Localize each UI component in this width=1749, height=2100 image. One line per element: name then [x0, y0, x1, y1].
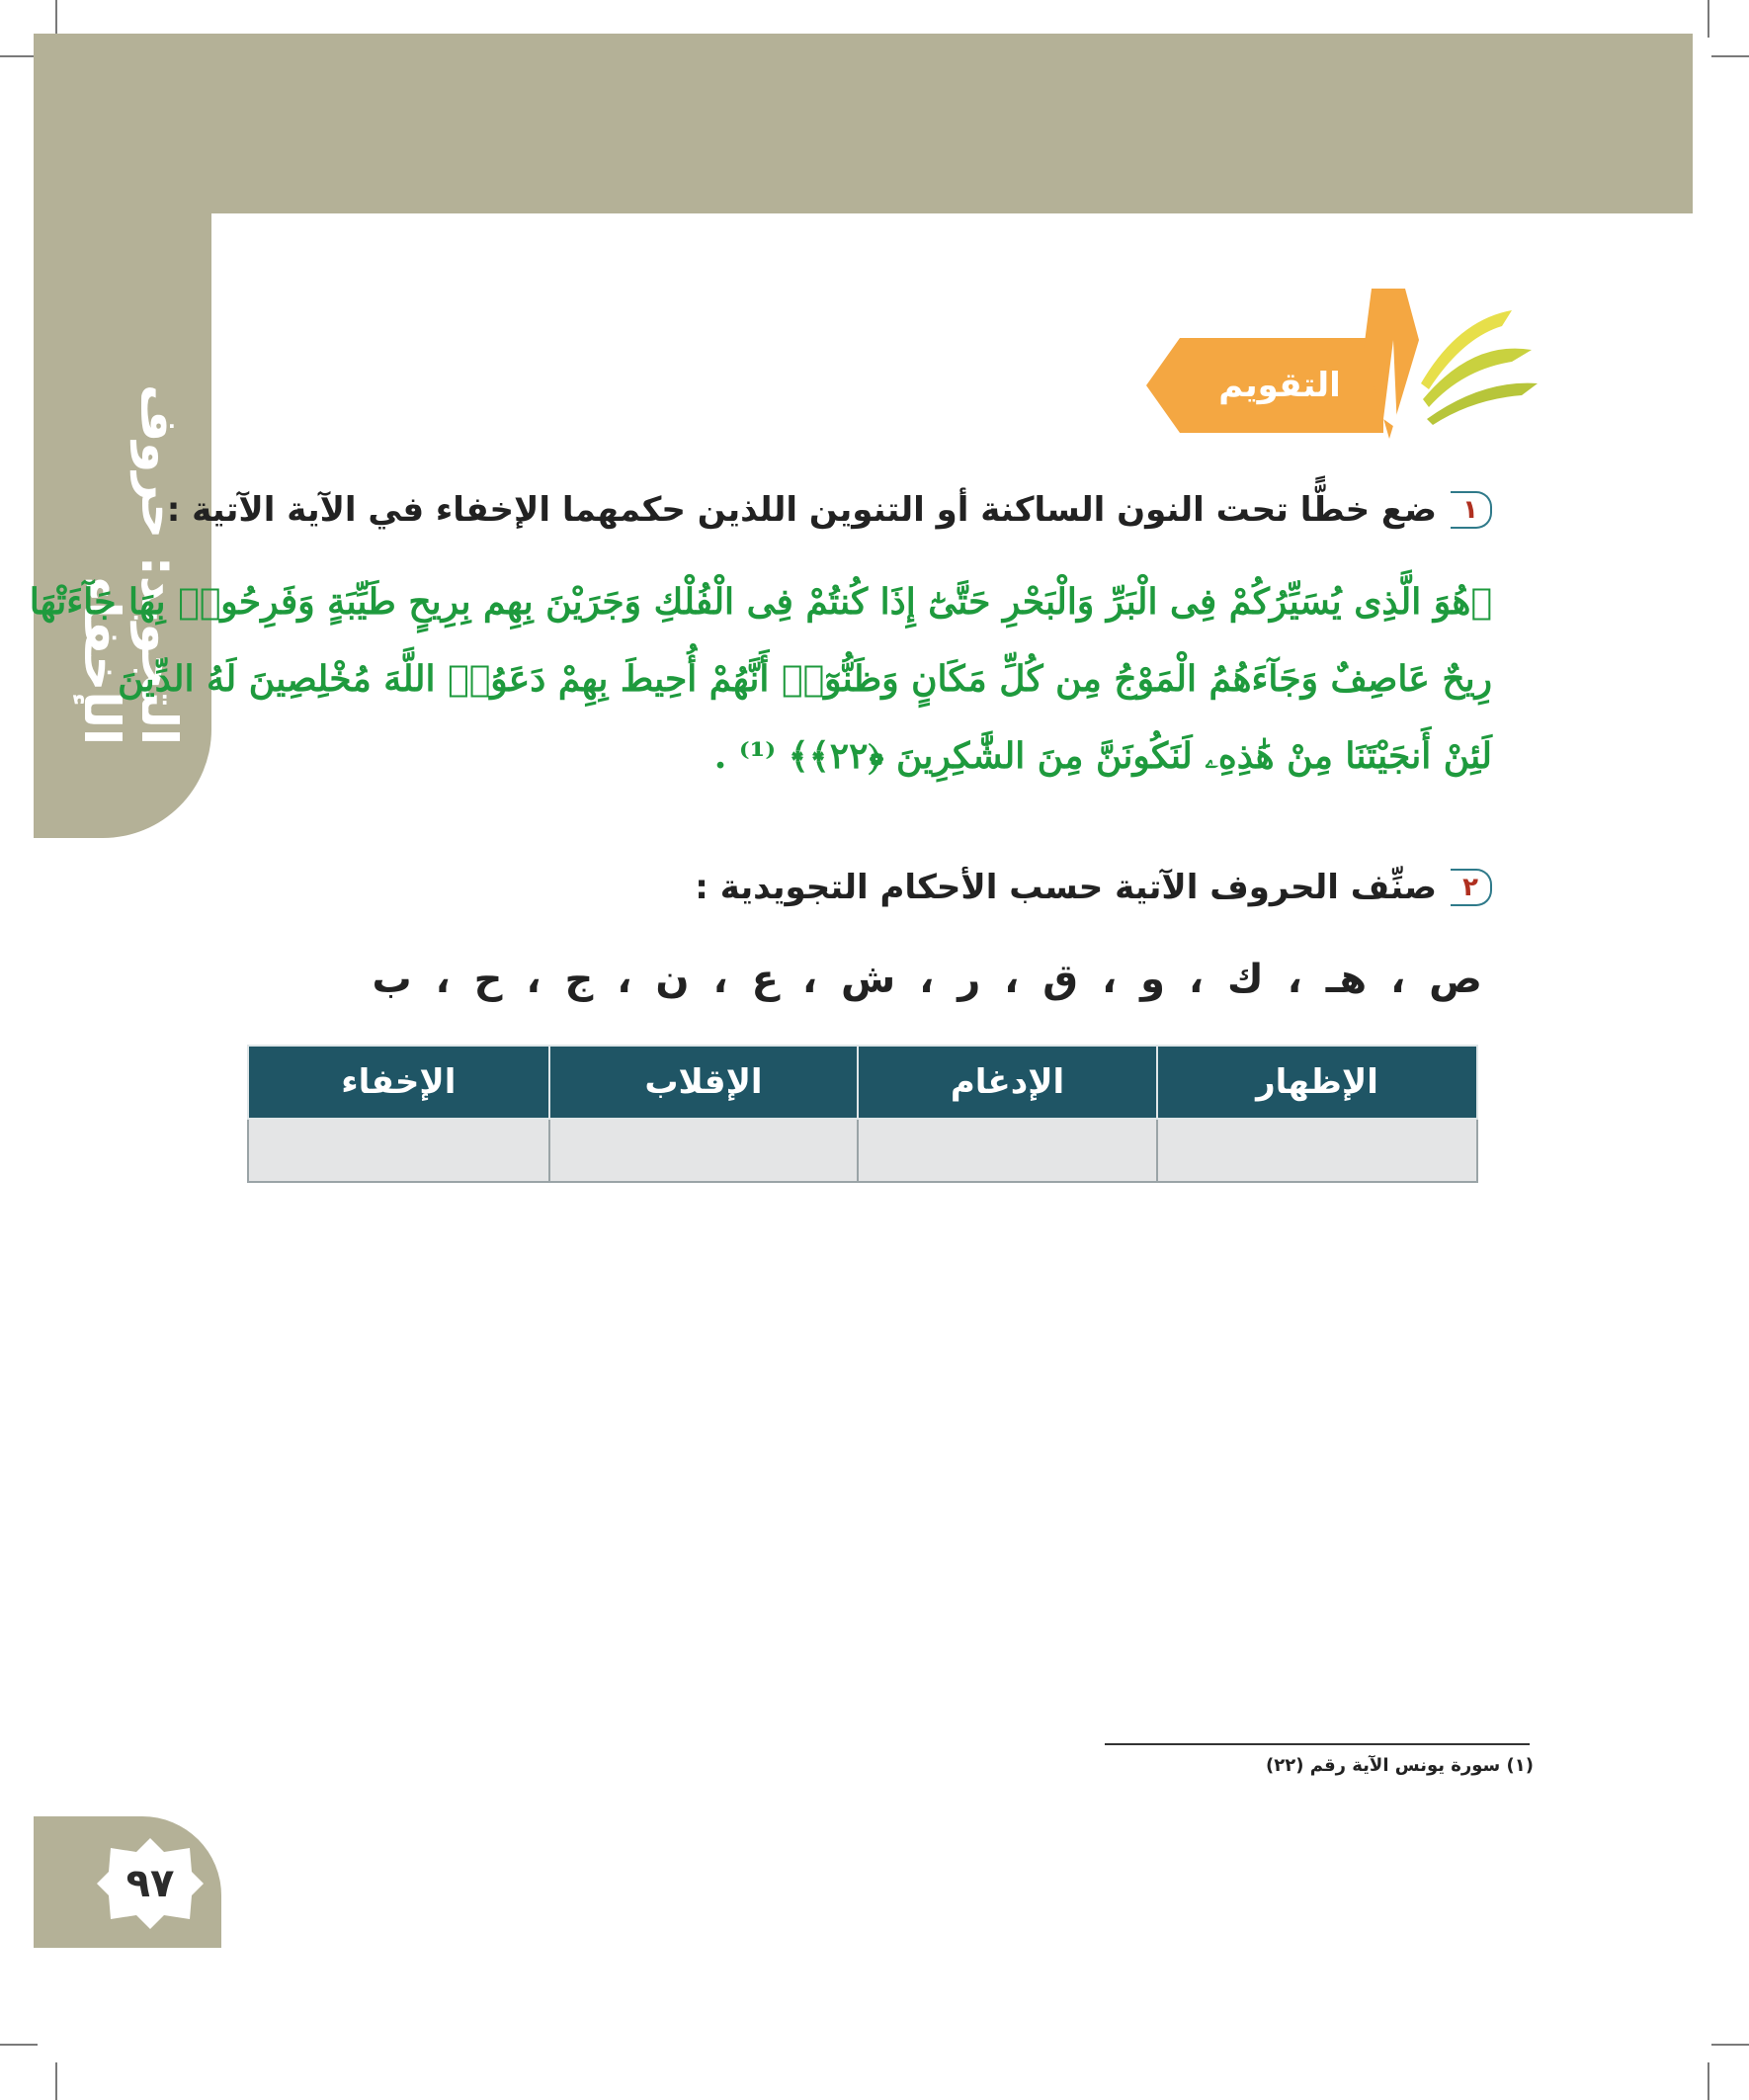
classification-table	[247, 1045, 1478, 1183]
verse-line: رِيحٌ عَاصِفٌ وَجَآءَهُمُ الْمَوْجُ مِن كُلِّ مَكَانٍ وَظَنُّوٓا۟ أَنَّهُمْ أُحِيطَ بِهِمْ دَعَوُا۟ اللَّهَ مُخْلِصِينَ لَهُ الدِّينَ	[118, 658, 1492, 700]
question-1	[167, 490, 1492, 530]
page-number: ٩٧	[125, 1861, 175, 1906]
chapter-title: التجويد: حروف الإخفاء	[73, 383, 188, 745]
section-label: التقويم	[1218, 366, 1341, 405]
crop-mark	[1707, 2062, 1709, 2100]
table-header: الإدغام	[858, 1046, 1157, 1119]
table-row	[248, 1119, 1477, 1182]
verse-line: لَئِنْ أَنجَيْتَنَا مِنْ هَٰذِهِۦ لَنَكُونَنَّ مِنَ الشَّٰكِرِينَ ﴿٢٢﴾﴾ ⁽¹⁾ .	[713, 735, 1492, 777]
table-header: الإقلاب	[549, 1046, 859, 1119]
crop-mark	[0, 55, 38, 57]
question-number: ١	[1451, 491, 1492, 529]
table-header-row	[248, 1046, 1477, 1119]
footnote-divider	[1105, 1743, 1530, 1745]
crop-mark	[1711, 2044, 1749, 2046]
table-header: الإخفاء	[248, 1046, 549, 1119]
table-header: الإظهار	[1157, 1046, 1477, 1119]
pen-nib-icon	[1364, 281, 1541, 439]
question-prompt: صنِّف الحروف الآتية حسب الأحكام التجويدية :	[695, 868, 1437, 907]
answer-cell[interactable]	[549, 1119, 859, 1182]
question-2	[695, 868, 1492, 907]
crop-mark	[1707, 0, 1709, 38]
footnote: (١) سورة يونس الآية رقم (٢٢)	[1266, 1755, 1534, 1776]
verse-line: ﴿هُوَ الَّذِى يُسَيِّرُكُمْ فِى الْبَرِّ وَالْبَحْرِ حَتَّىٰٓ إِذَا كُنتُمْ فِى الْفُلْكِ وَجَرَيْنَ بِهِم بِرِيحٍ طَيِّبَةٍ وَفَرِحُوا۟ بِهَا جَآءَتْهَا	[29, 581, 1492, 623]
crop-mark	[55, 2062, 57, 2100]
answer-cell[interactable]	[858, 1119, 1157, 1182]
header-band	[34, 34, 1693, 213]
answer-cell[interactable]	[1157, 1119, 1477, 1182]
answer-cell[interactable]	[248, 1119, 549, 1182]
letters-list: ص ، هـ ، ك ، و ، ق ، ر ، ش ، ع ، ن ، ج ، ح ، ب	[372, 957, 1482, 1002]
question-prompt: ضع خطًّا تحت النون الساكنة أو التنوين اللذين حكمهما الإخفاء في الآية الآتية :	[166, 490, 1437, 530]
question-number: ٢	[1451, 869, 1492, 906]
crop-mark	[1711, 55, 1749, 57]
crop-mark	[55, 0, 57, 38]
crop-mark	[0, 2044, 38, 2046]
